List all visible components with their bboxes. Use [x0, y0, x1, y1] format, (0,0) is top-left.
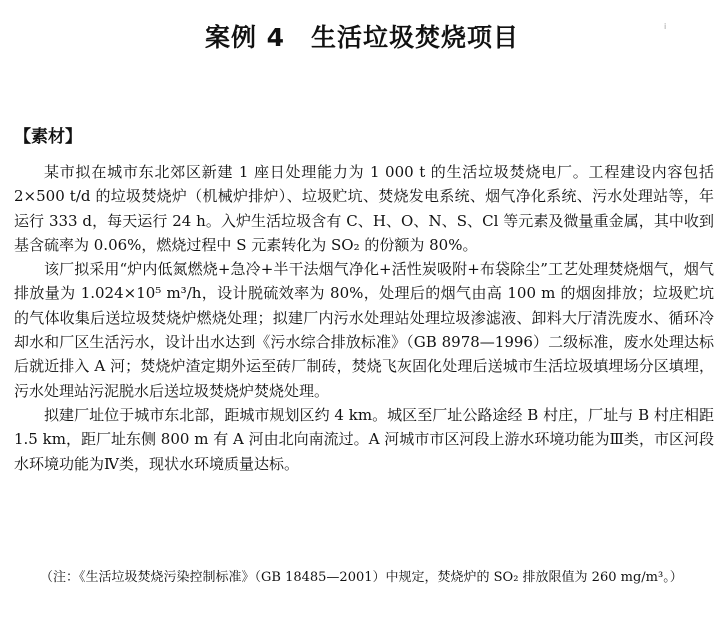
paragraph-site-location: 拟建厂址位于城市东北部，距城市规划区约 4 km。城区至厂址公路途经 B 村庄，厂址与 B 村庄相距 1.5 km，距厂址东侧 800 m 有 A 河由北向南流过。A 河城市市区河段上游水环境功能为Ⅲ类，市区河段水环境功能为Ⅳ类，现状水环境质量达标。	[14, 405, 714, 473]
standard-note	[14, 566, 714, 590]
case-title: 案例 4 生活垃圾焚烧项目	[204, 23, 520, 52]
paragraph-project-overview: 某市拟在城市东北郊区新建 1 座日处理能力为 1 000 t 的生活垃圾焚烧电厂。工程建设内容包括 2×500 t/d 的垃圾焚烧炉（机械炉排炉）、垃圾贮坑、焚烧发电系统、烟气净化系统、污水处理站等，年运行 333 d，每天运行 24 h。入炉生活垃圾含有 C、H、O、N、S、Cl 等元素及微量重金属，其中收到基含硫率为 0.06%，燃烧过程中 S 元素转化为 SO₂ 的份额为 80%。	[14, 163, 714, 254]
materials-body	[14, 160, 714, 476]
edge-mark: i	[664, 22, 667, 31]
paragraph-process-treatment: 该厂拟采用“炉内低氮燃烧+急冷+半干法烟气净化+活性炭吸附+布袋除尘”工艺处理焚烧烟气，烟气排放量为 1.024×10⁵ m³/h，设计脱硫效率为 80%，处理后的烟气由高 100 m 的烟囱排放；垃圾贮坑的气体收集后送垃圾焚烧炉燃烧处理；拟建厂内污水处理站处理垃圾渗滤液、卸料大厅清洗废水、循环冷却水和厂区生活污水，设计出水达到《污水综合排放标准》（GB 8978—1996）二级标准，废水处理达标后就近排入 A 河；焚烧炉渣定期外运至砖厂制砖，焚烧飞灰固化处理后送城市生活垃圾填埋场分区填埋，污水处理站污泥脱水后送垃圾焚烧炉焚烧处理。	[14, 260, 714, 400]
section-heading-materials: 【素材】	[14, 127, 82, 147]
note-text: （注：《生活垃圾焚烧污染控制标准》（GB 18485—2001）中规定，焚烧炉的 SO₂ 排放限值为 260 mg/m³。）	[40, 570, 683, 585]
